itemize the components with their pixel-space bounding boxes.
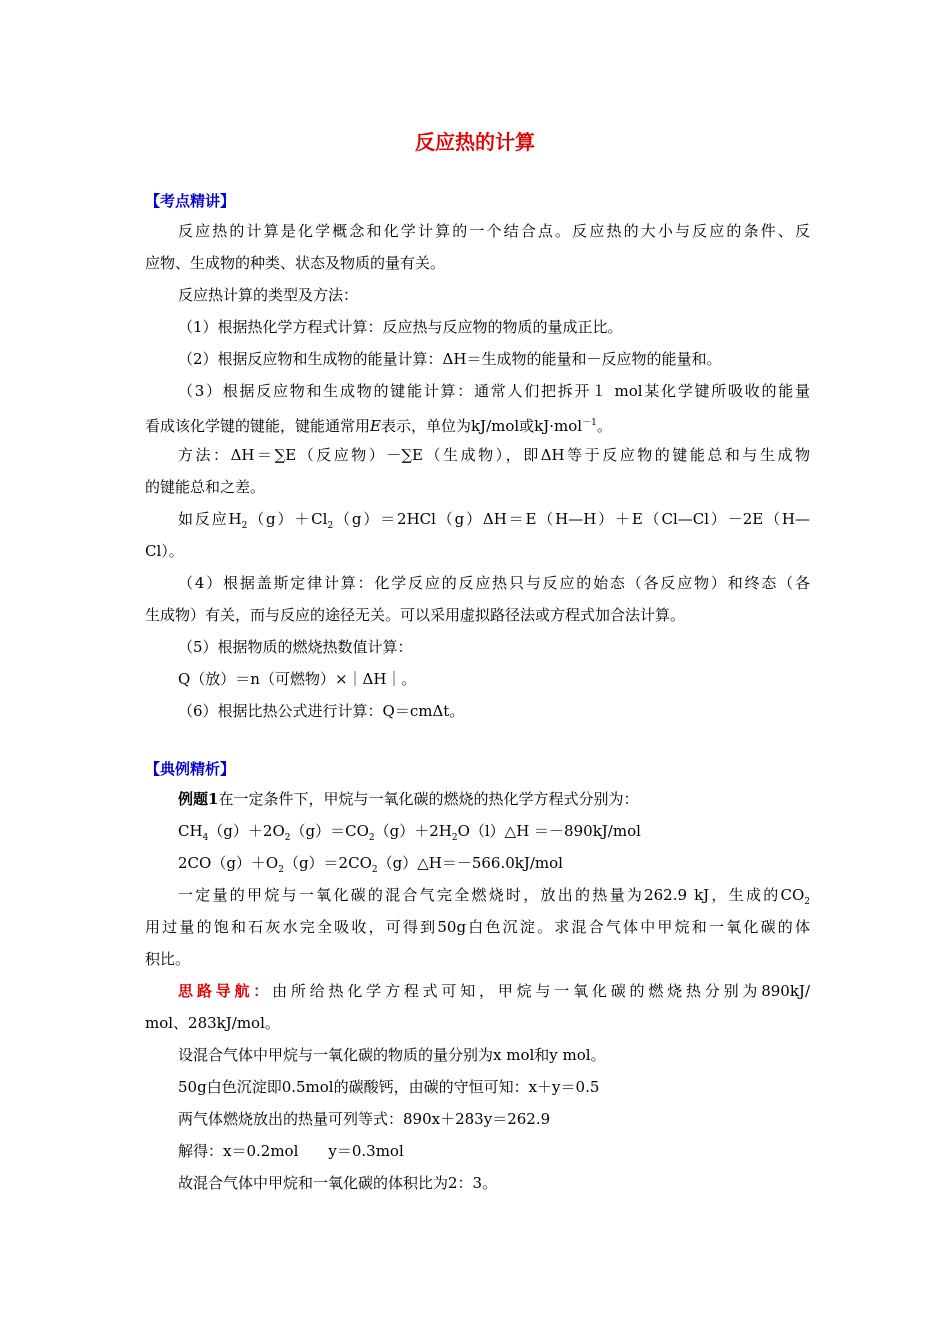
list-item: （3）根据反应物和生成物的键能计算：通常人们把拆开１ mol某化学键所吸收的能量 [178,382,810,400]
text-run: 一定量的甲烷与一氧化碳的混合气完全燃烧时，放出的热量为262.9 kJ，生成的CO [178,886,805,904]
solution-line: 两气体燃烧放出的热量可列等式：890x＋283y＝262.9 [178,1110,551,1128]
subscript: 2 [368,833,375,843]
subscript: 2 [451,833,458,843]
paragraph-line: 反应热计算的类型及方法： [178,286,359,304]
equation-line [178,853,810,880]
paragraph-line: 应物、生成物的种类、状态及物质的量有关。 [145,254,446,272]
text-run: 如反应H [178,510,242,528]
equation-line [178,821,810,848]
text-run: （g）△H＝－566.0kJ/mol [377,854,563,872]
list-item: （2）根据反应物和生成物的能量计算：ΔH＝生成物的能量和－反应物的能量和。 [178,350,722,368]
text-run: O（l）△H ＝－890kJ/mol [457,822,641,840]
text-run: 由所给热化学方程式可知，甲烷与一氧化碳的燃烧热分别为890kJ/ [272,982,810,1000]
paragraph-line: mol、283kJ/mol。 [145,1014,280,1032]
solution-line: 50g白色沉淀即0.5mol的碳酸钙，由碳的守恒可知：x＋y＝0.5 [178,1078,600,1096]
text-run: 。 [596,417,612,435]
solution-line: 故混合气体中甲烷和一氧化碳的体积比为2：3。 [178,1174,498,1192]
paragraph-line: 用过量的饱和石灰水完全吸收，可得到50g白色沉淀。求混合气体中甲烷和一氧化碳的体 [145,918,810,936]
paragraph-line: 生成物）有关，而与反应的途径无关。可以采用虚拟路径法或方程式加合法计算。 [145,606,686,624]
text-run: （g）＋2H [374,822,452,840]
paragraph-line: 反应热的计算是化学概念和化学计算的一个结合点。反应热的大小与反应的条件、反 [178,222,810,240]
paragraph-line: 积比。 [145,950,191,968]
list-item: （6）根据比热公式进行计算：Q＝cmΔt。 [178,702,465,720]
example-label: 例题1 [178,790,219,808]
subscript: 4 [202,833,209,843]
paragraph-line: Cl）。 [145,542,184,560]
guide-line [178,981,810,1001]
example-question-line [178,789,810,809]
page-title: 反应热的计算 [415,130,535,154]
subscript: 2 [241,521,248,531]
text-run: 表示，单位为kJ/mol或kJ·mol [380,417,583,435]
subscript: 2 [371,865,378,875]
text-run: CH [178,822,203,840]
superscript: －1 [582,418,597,428]
subscript: 2 [327,521,334,531]
text-run: （g）＋Cl [247,510,328,528]
text-run: （g）＝2HCl（g）ΔH＝E（H—H）＋E（Cl—Cl）－2E（H— [333,510,810,528]
subscript: 2 [278,865,284,875]
paragraph-line [145,413,810,436]
section-heading-key-points: 【考点精讲】 [145,192,236,210]
guide-label: 思路导航： [178,982,273,1000]
example-equation-line [178,509,810,536]
list-item: （4）根据盖斯定律计算：化学反应的反应热只与反应的始态（各反应物）和终态（各 [178,574,810,592]
paragraph-line [178,885,810,912]
text-run: （g）＝CO [290,822,369,840]
list-item: （5）根据物质的燃烧热数值计算： [178,638,413,656]
text-run: （g）＝2CO [283,854,372,872]
section-heading-examples: 【典例精析】 [145,760,236,778]
symbol-e: E [370,417,381,435]
solution-line: 设混合气体中甲烷与一氧化碳的物质的量分别为x mol和y mol。 [178,1046,606,1064]
formula-line: Q（放）＝n（可燃物）×｜ΔH｜。 [178,670,417,688]
text-run: （g）＋2O [208,822,285,840]
text-run: 看成该化学键的键能，键能通常用 [145,417,371,435]
solution-line: 解得：x＝0.2mol y＝0.3mol [178,1142,404,1160]
method-line: 方法：ΔH＝∑E（反应物）－∑E（生成物），即ΔH等于反应物的键能总和与生成物 [178,446,810,464]
subscript: 2 [284,833,291,843]
text-run: 2CO（g）＋O [178,854,279,872]
subscript: 2 [804,897,810,907]
list-item: （1）根据热化学方程式计算：反应热与反应物的物质的量成正比。 [178,318,623,336]
text-run: 在一定条件下，甲烷与一氧化碳的燃烧的热化学方程式分别为： [218,790,639,808]
paragraph-line: 的键能总和之差。 [145,478,266,496]
